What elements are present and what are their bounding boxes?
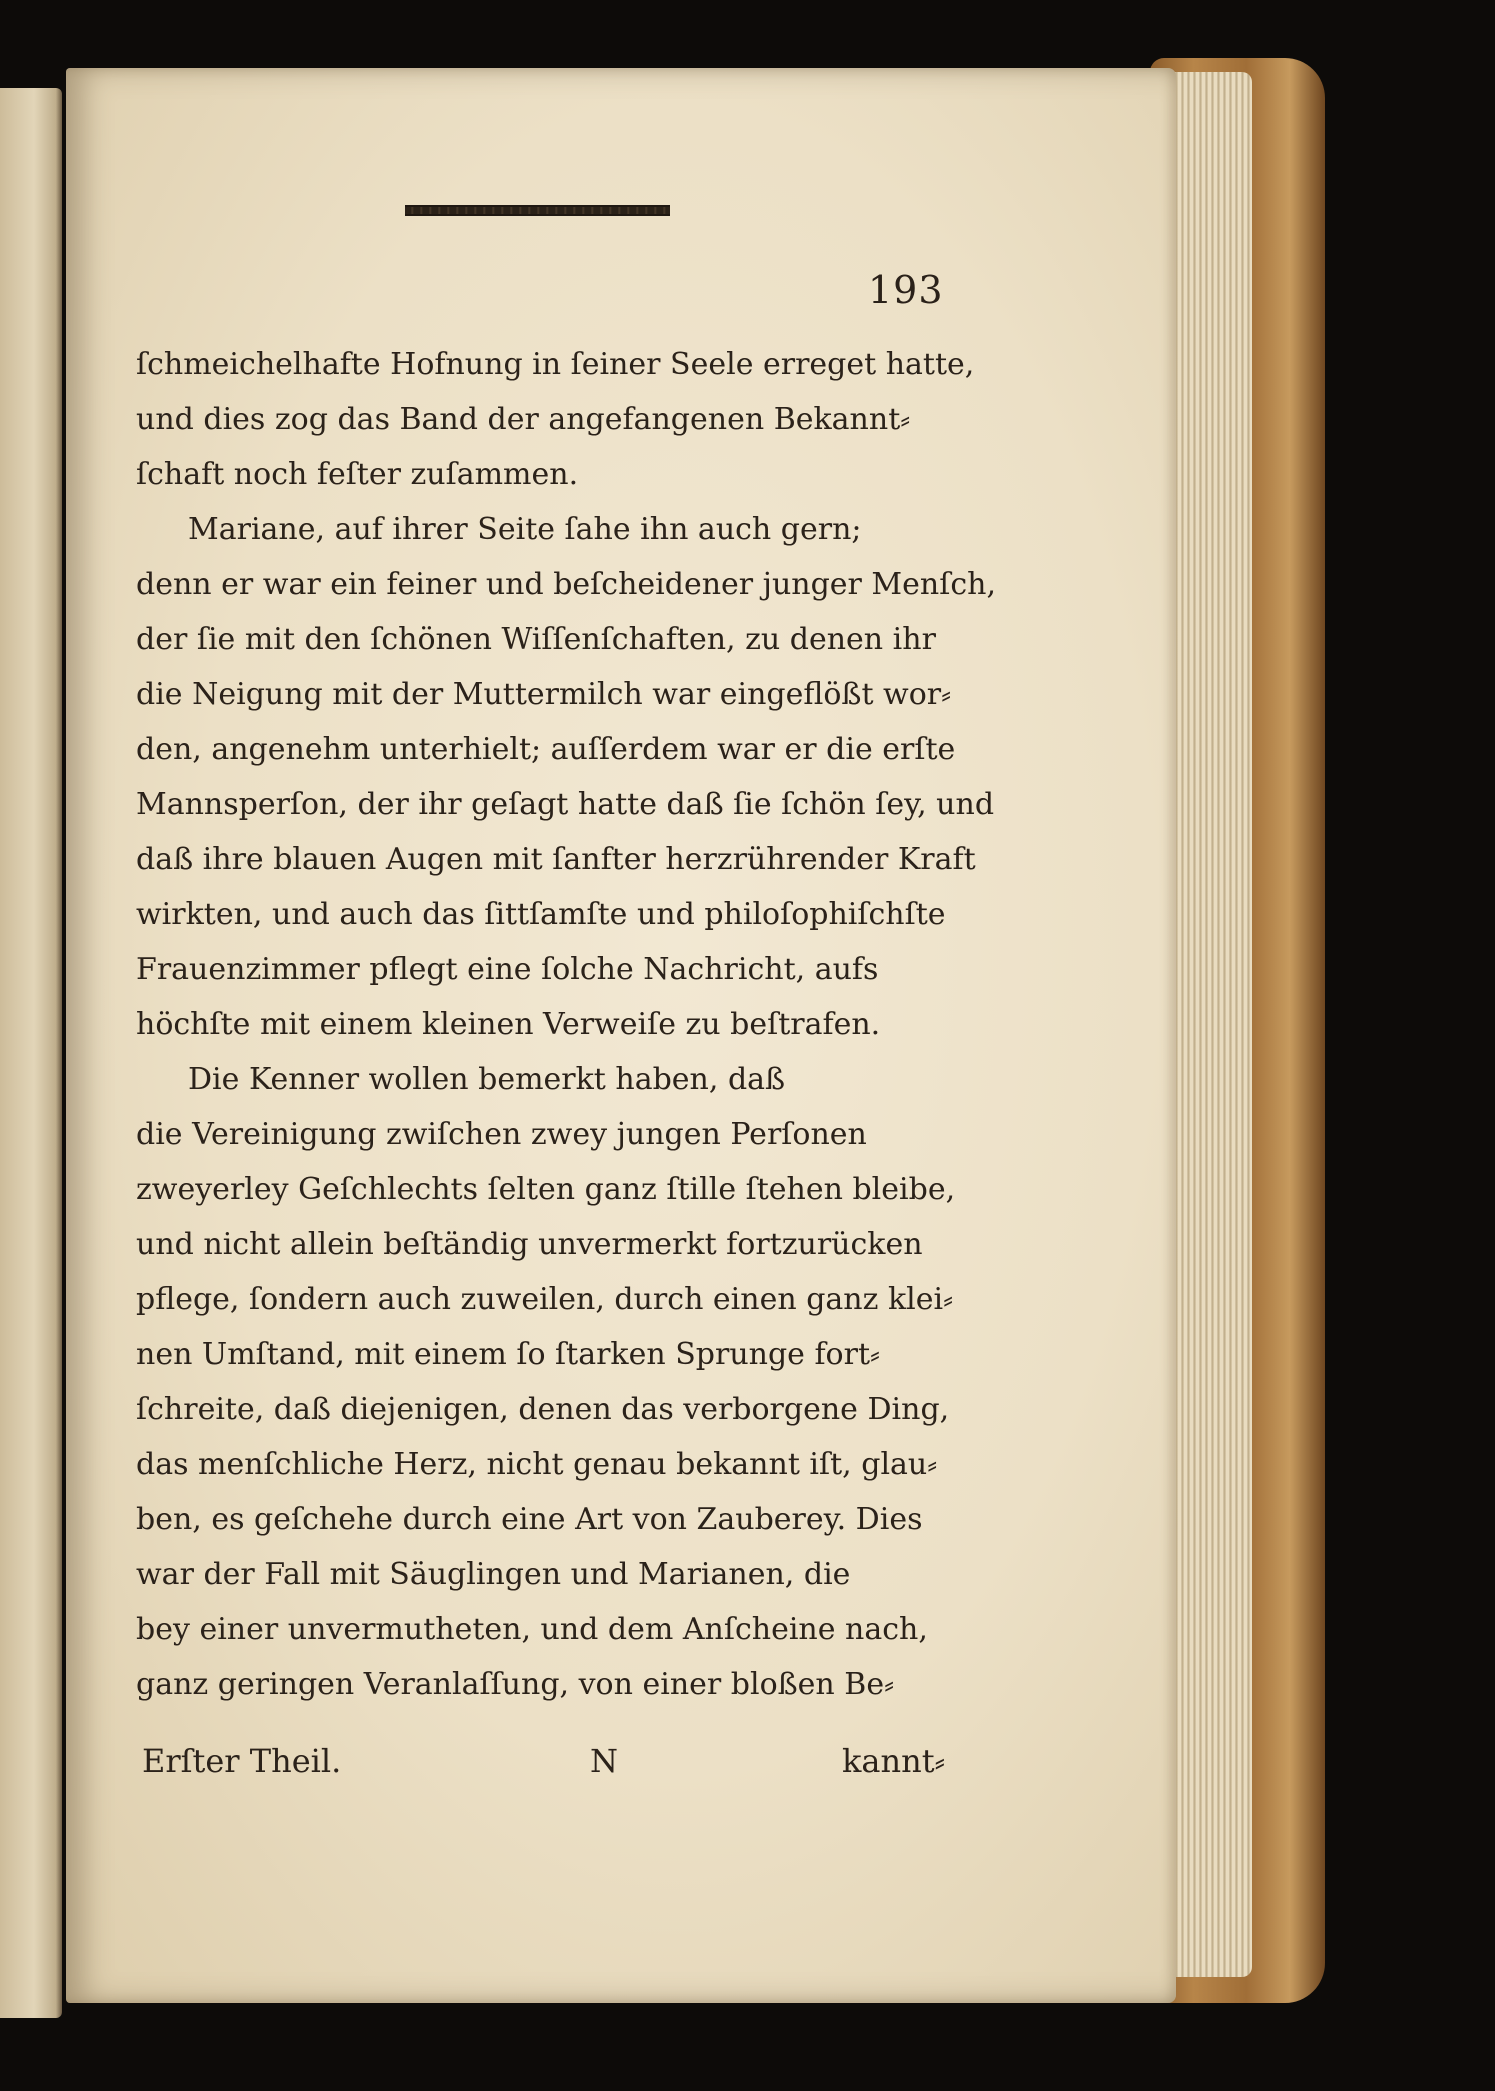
text-line: pflege, ſondern auch zuweilen, durch einen ganz klei⸗ [136,1282,954,1317]
text-line: der ſie mit den ſchönen Wiſſenſchaften, zu denen ihr [136,622,936,657]
text-line: nen Umſtand, mit einem ſo ſtarken Sprunge fort⸗ [136,1337,881,1372]
text-line: und dies zog das Band der angefangenen Bekannt⸗ [136,402,911,437]
text-line: war der Fall mit Säuglingen und Marianen, die [136,1557,851,1592]
text-line: denn er war ein feiner und beſcheidener junger Menſch, [136,567,996,602]
text-line: wirkten, und auch das ſittſamſte und philoſophiſchſte [136,897,946,932]
volume-title: Erſter Theil. [142,1742,342,1780]
text-line: Mannsperſon, der ihr geſagt hatte daß ſie ſchön ſey, und [136,787,995,822]
text-line: daß ihre blauen Augen mit ſanfter herzrührender Kraft [136,842,976,877]
text-line: ſchaft noch feſter zuſammen. [136,457,579,492]
page-footer [142,1742,992,1797]
text-line: höchſte mit einem kleinen Verweiſe zu beſtrafen. [136,1007,881,1042]
text-line: Frauenzimmer pflegt eine ſolche Nachricht, aufs [136,952,879,987]
text-line: ganz geringen Veranlaſſung, von einer bloßen Be⸗ [136,1667,895,1702]
text-line: ben, es geſchehe durch eine Art von Zauberey. Dies [136,1502,923,1537]
left-facing-page-edge [0,88,62,2018]
body-text [136,337,996,1712]
text-line-paragraph-start: Die Kenner wollen bemerkt haben, daß [188,1062,786,1097]
text-line: ſchreite, daß diejenigen, denen das verborgene Ding, [136,1392,950,1427]
text-line: bey einer unvermutheten, und dem Anſcheine nach, [136,1612,928,1647]
text-line: die Neigung mit der Muttermilch war eingeflößt wor⸗ [136,677,952,712]
text-line: die Vereinigung zwiſchen zwey jungen Perſonen [136,1117,867,1152]
text-line: ſchmeichelhafte Hofnung in ſeiner Seele erreget hatte, [136,347,975,382]
text-line: und nicht allein beſtändig unvermerkt fortzurücken [136,1227,923,1262]
signature-mark: N [590,1742,618,1780]
text-line: das menſchliche Herz, nicht genau bekannt iſt, glau⸗ [136,1447,938,1482]
catchword: kannt⸗ [842,1742,946,1780]
text-line-paragraph-start: Mariane, auf ihrer Seite ſahe ihn auch gern; [188,512,862,547]
text-line: zweyerley Geſchlechts ſelten ganz ſtille ſtehen bleibe, [136,1172,956,1207]
text-line: den, angenehm unterhielt; auſſerdem war er die erſte [136,732,956,767]
page-number: 193 [868,268,944,312]
header-ornament-rule [405,205,670,216]
